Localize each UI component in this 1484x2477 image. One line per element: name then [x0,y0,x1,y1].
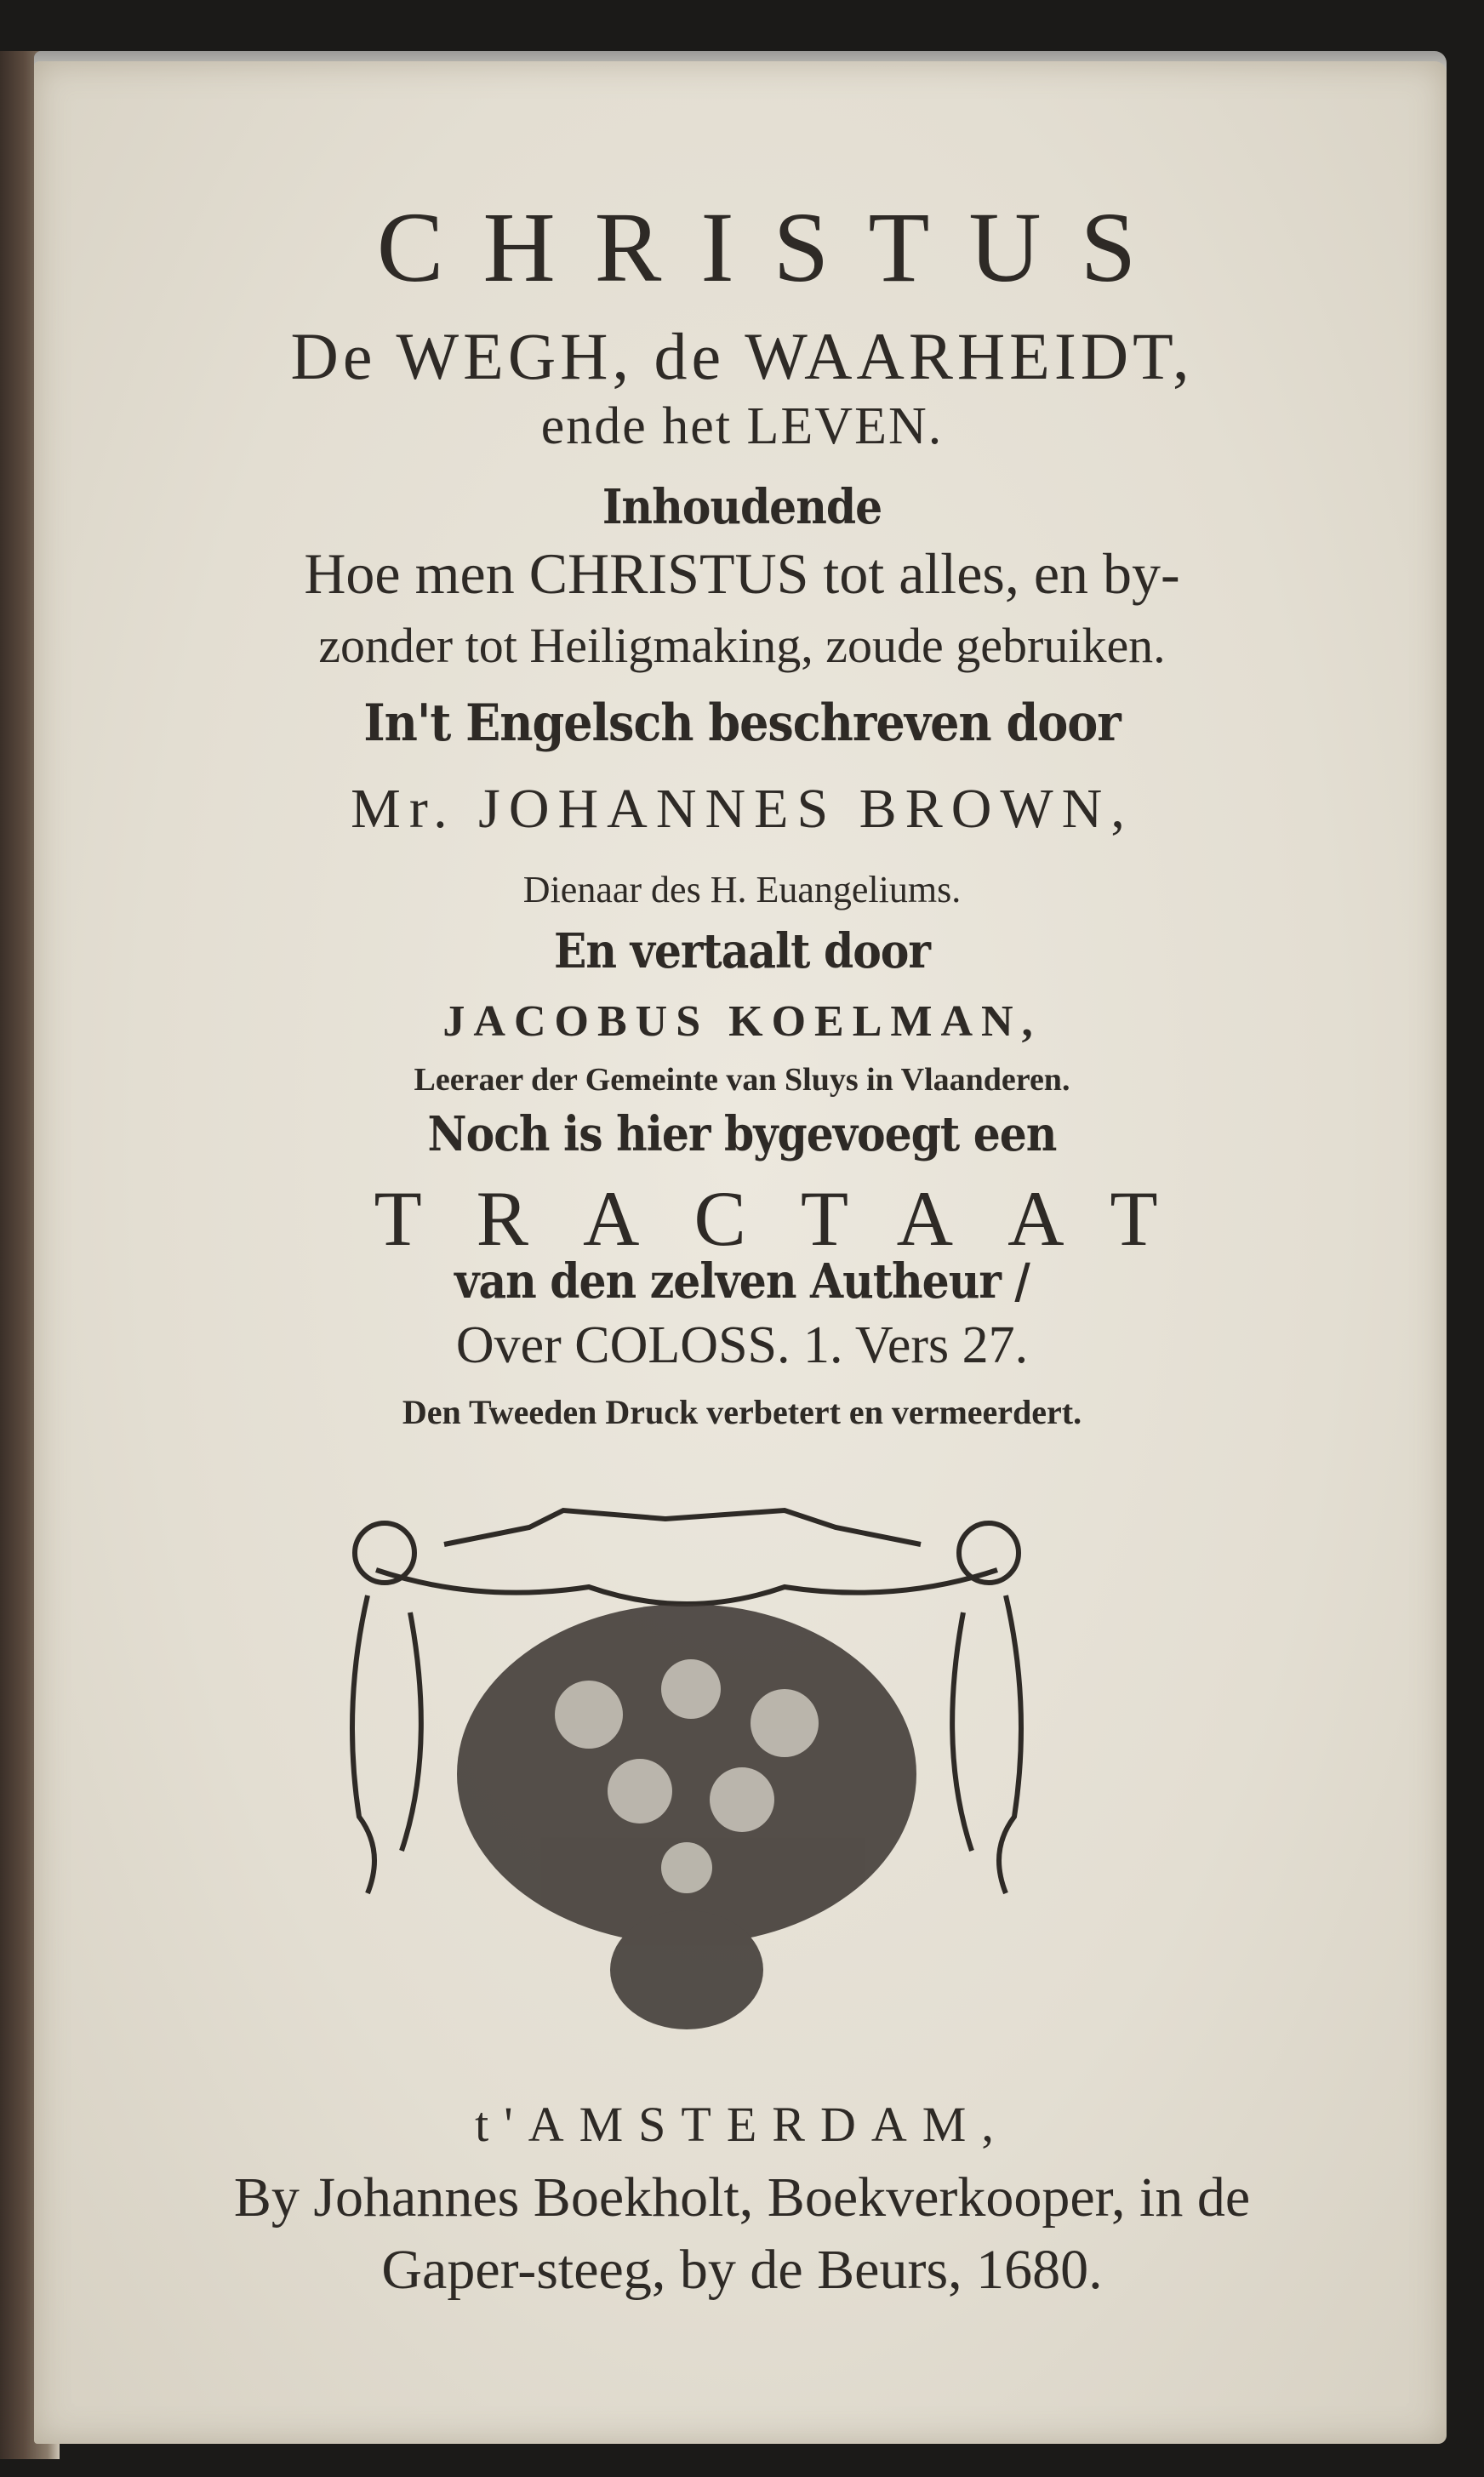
written-by-label: In't Engelsch beschreven door [363,693,1121,753]
description-line-1: Hoe men CHRISTUS tot alles, en by- [304,541,1180,606]
contents-label: Inhoudende [602,479,882,535]
translator-role: Leeraer der Gemeinte van Sluys in Vlaanderen. [414,1062,1070,1098]
tract-subject: Over COLOSS. 1. Vers 27. [455,1316,1029,1374]
subtitle-line-2: ende het LEVEN. [540,397,944,455]
tract-title: TRACTAAT [374,1175,1213,1262]
translated-by-label: En vertaalt door [554,923,930,979]
imprint-publisher-line-1: By Johannes Boekholt, Boekverkooper, in de [233,2166,1251,2229]
subtitle-line-1: De WEGH, de WAARHEIDT, [290,319,1194,393]
author-name: Mr. JOHANNES BROWN, [351,778,1133,840]
description-line-2: zonder tot Heiligmaking, zoude gebruiken. [318,618,1166,673]
addition-label: Noch is hier bygevoegt een [427,1106,1057,1162]
translator-name: JACOBUS KOELMAN, [442,997,1042,1046]
floral-basket-ornament [308,1493,1065,2038]
author-role: Dienaar des H. Euangeliums. [522,869,962,910]
imprint-publisher-line-2: Gaper-steeg, by de Beurs, 1680. [381,2239,1103,2301]
edition-note: Den Tweeden Druck verbetert en vermeerdert. [402,1393,1082,1431]
tract-author: van den zelven Autheur / [454,1253,1030,1310]
book-title: CHRISTUS [376,191,1176,303]
imprint-place: t'AMSTERDAM, [475,2097,1009,2152]
